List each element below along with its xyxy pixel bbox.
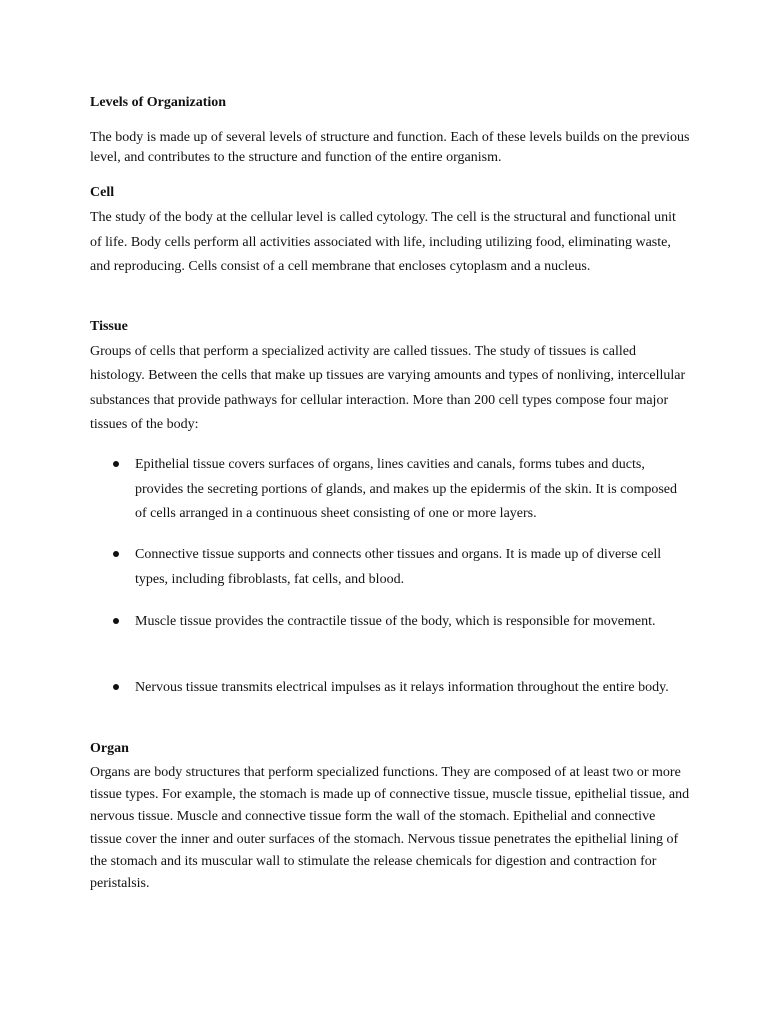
list-item-text: Connective tissue supports and connects other tissues and organs. It is made up of diverse cell types, including fibroblasts, fat cells, and blood.	[135, 547, 662, 587]
tissue-heading: Tissue	[90, 319, 128, 334]
list-item-text: Epithelial tissue covers surfaces of organs, lines cavities and canals, forms tubes and ducts, provides the secreting portions of glands, and makes up the epidermis of the skin. It is composed of cells arranged in a continuous sheet consisting of one or more layers.	[135, 457, 678, 521]
intro-paragraph: The body is made up of several levels of structure and function. Each of these levels builds on the previous level, and contributes to the structure and function of the entire organism.	[90, 130, 690, 165]
cell-paragraph: The study of the body at the cellular level is called cytology. The cell is the structural and functional unit of life. Body cells perform all activities associated with life, including utilizing food, eliminating waste, and reproducing. Cells consist of a cell membrane that encloses cytoplasm and a nucleus.	[90, 210, 676, 274]
list-item-text: Muscle tissue provides the contractile tissue of the body, which is responsible for movement.	[135, 614, 656, 629]
organ-heading: Organ	[90, 741, 129, 756]
bullet-icon	[113, 461, 119, 467]
organ-paragraph: Organs are body structures that perform specialized functions. They are composed of at least two or more tissue types. For example, the stomach is made up of connective tissue, muscle tissue, epithelial tissue, and nervous tissue. Muscle and connective tissue form the wall of the stomach. Epithelial and connective tissue cover the inner and outer surfaces of the stomach. Nervous tissue penetrates the epithelial lining of the stomach and its muscular wall to stimulate the release chemicals for digestion and contraction for peristalsis.	[90, 765, 690, 892]
document-title: Levels of Organization	[90, 95, 227, 110]
bullet-icon	[113, 618, 119, 624]
bullet-icon	[113, 551, 119, 557]
bullet-icon	[113, 684, 119, 690]
tissue-paragraph: Groups of cells that perform a specialized activity are called tissues. The study of tissues is called histology. Between the cells that make up tissues are varying amounts and types of nonliving, intercellular substances that provide pathways for cellular interaction. More than 200 cell types compose four major tissues of the body:	[90, 344, 686, 432]
cell-heading: Cell	[90, 185, 115, 200]
list-item-text: Nervous tissue transmits electrical impulses as it relays information throughout the entire body.	[135, 680, 669, 695]
